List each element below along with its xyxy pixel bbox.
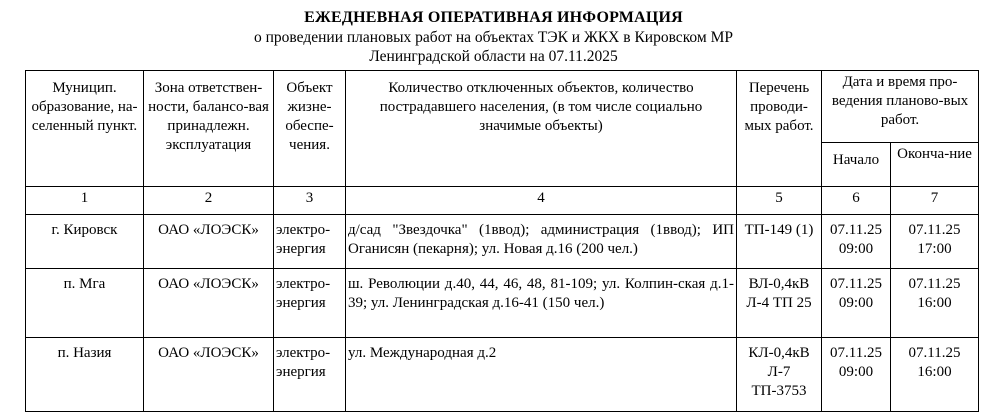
cell-end: [891, 215, 979, 269]
cell-settlement: г. Кировск: [26, 215, 144, 269]
end-time: 16:00: [917, 295, 952, 311]
column-number: 1: [26, 187, 144, 215]
document-subtitle-line1: о проведении плановых работ на объектах ТЭК и ЖКХ в Кировском МР: [254, 29, 733, 46]
column-number: 7: [891, 187, 979, 215]
start-date: 07.11.25: [830, 345, 882, 361]
cell-works: ТП-149 (1): [737, 215, 822, 269]
start-time: 09:00: [838, 364, 874, 380]
header-affected: Количество отключенных объектов, количество пострадавшего населения, (в том числе социально значимые объекты): [346, 71, 737, 187]
table-row: [26, 269, 979, 338]
start-time: 09:00: [838, 241, 874, 257]
start-date: 07.11.25: [830, 222, 882, 238]
header-object: Объект жизне-обеспе-чения.: [274, 71, 346, 187]
header-date-time: Дата и время про-ведения планово-вых работ.: [822, 71, 979, 143]
cell-affected: ш. Революции д.40, 44, 46, 48, 81-109; ул. Колпин-ская д.1-39; ул. Ленинградская д.16-41 (150 чел.): [346, 269, 737, 338]
table-row: [26, 215, 979, 269]
column-number: 5: [737, 187, 822, 215]
column-numbers-row: [26, 187, 979, 215]
document-subtitle-line2: Ленинградской области на 07.11.2025: [369, 48, 618, 65]
cell-affected: ул. Международная д.2: [346, 338, 737, 412]
header-works: Перечень проводи-мых работ.: [737, 71, 822, 187]
table-row: [26, 338, 979, 412]
cell-affected: д/сад "Звездочка" (1ввод); администрация (1ввод); ИП Оганисян (пекарня); ул. Новая д.16 (200 чел.): [346, 215, 737, 269]
cell-zone: ОАО «ЛОЭСК»: [144, 269, 274, 338]
cell-settlement: п. Мга: [26, 269, 144, 338]
end-time: 17:00: [917, 241, 952, 257]
column-number: 6: [822, 187, 891, 215]
end-time: 16:00: [917, 364, 952, 380]
document-title: ЕЖЕДНЕВНАЯ ОПЕРАТИВНАЯ ИНФОРМАЦИЯ: [304, 9, 683, 26]
header-row-top: [26, 71, 979, 143]
cell-start: [822, 338, 891, 412]
end-date: 07.11.25: [908, 345, 961, 361]
cell-start: [822, 269, 891, 338]
cell-works: ВЛ-0,4кВ Л-4 ТП 25: [737, 269, 822, 338]
cell-zone: ОАО «ЛОЭСК»: [144, 215, 274, 269]
cell-end: [891, 269, 979, 338]
cell-start: [822, 215, 891, 269]
end-date: 07.11.25: [908, 276, 961, 292]
header-zone: Зона ответствен-ности, балансо-вая принадлежн. эксплуатация: [144, 71, 274, 187]
cell-object: электро-энергия: [274, 269, 346, 338]
cell-works: КЛ-0,4кВ Л-7 ТП-3753: [737, 338, 822, 412]
start-date: 07.11.25: [830, 276, 882, 292]
cell-zone: ОАО «ЛОЭСК»: [144, 338, 274, 412]
document-header: [0, 8, 987, 66]
end-date: 07.11.25: [908, 222, 961, 238]
column-number: 4: [346, 187, 737, 215]
operations-table: [25, 70, 979, 412]
start-time: 09:00: [838, 295, 874, 311]
cell-end: [891, 338, 979, 412]
cell-object: электро-энергия: [274, 338, 346, 412]
column-number: 3: [274, 187, 346, 215]
column-number: 2: [144, 187, 274, 215]
header-start: Начало: [822, 143, 891, 187]
header-settlement: Муницип. образование, на-селенный пункт.: [26, 71, 144, 187]
cell-object: электро-энергия: [274, 215, 346, 269]
cell-settlement: п. Назия: [26, 338, 144, 412]
header-end: Оконча-ние: [891, 143, 979, 187]
